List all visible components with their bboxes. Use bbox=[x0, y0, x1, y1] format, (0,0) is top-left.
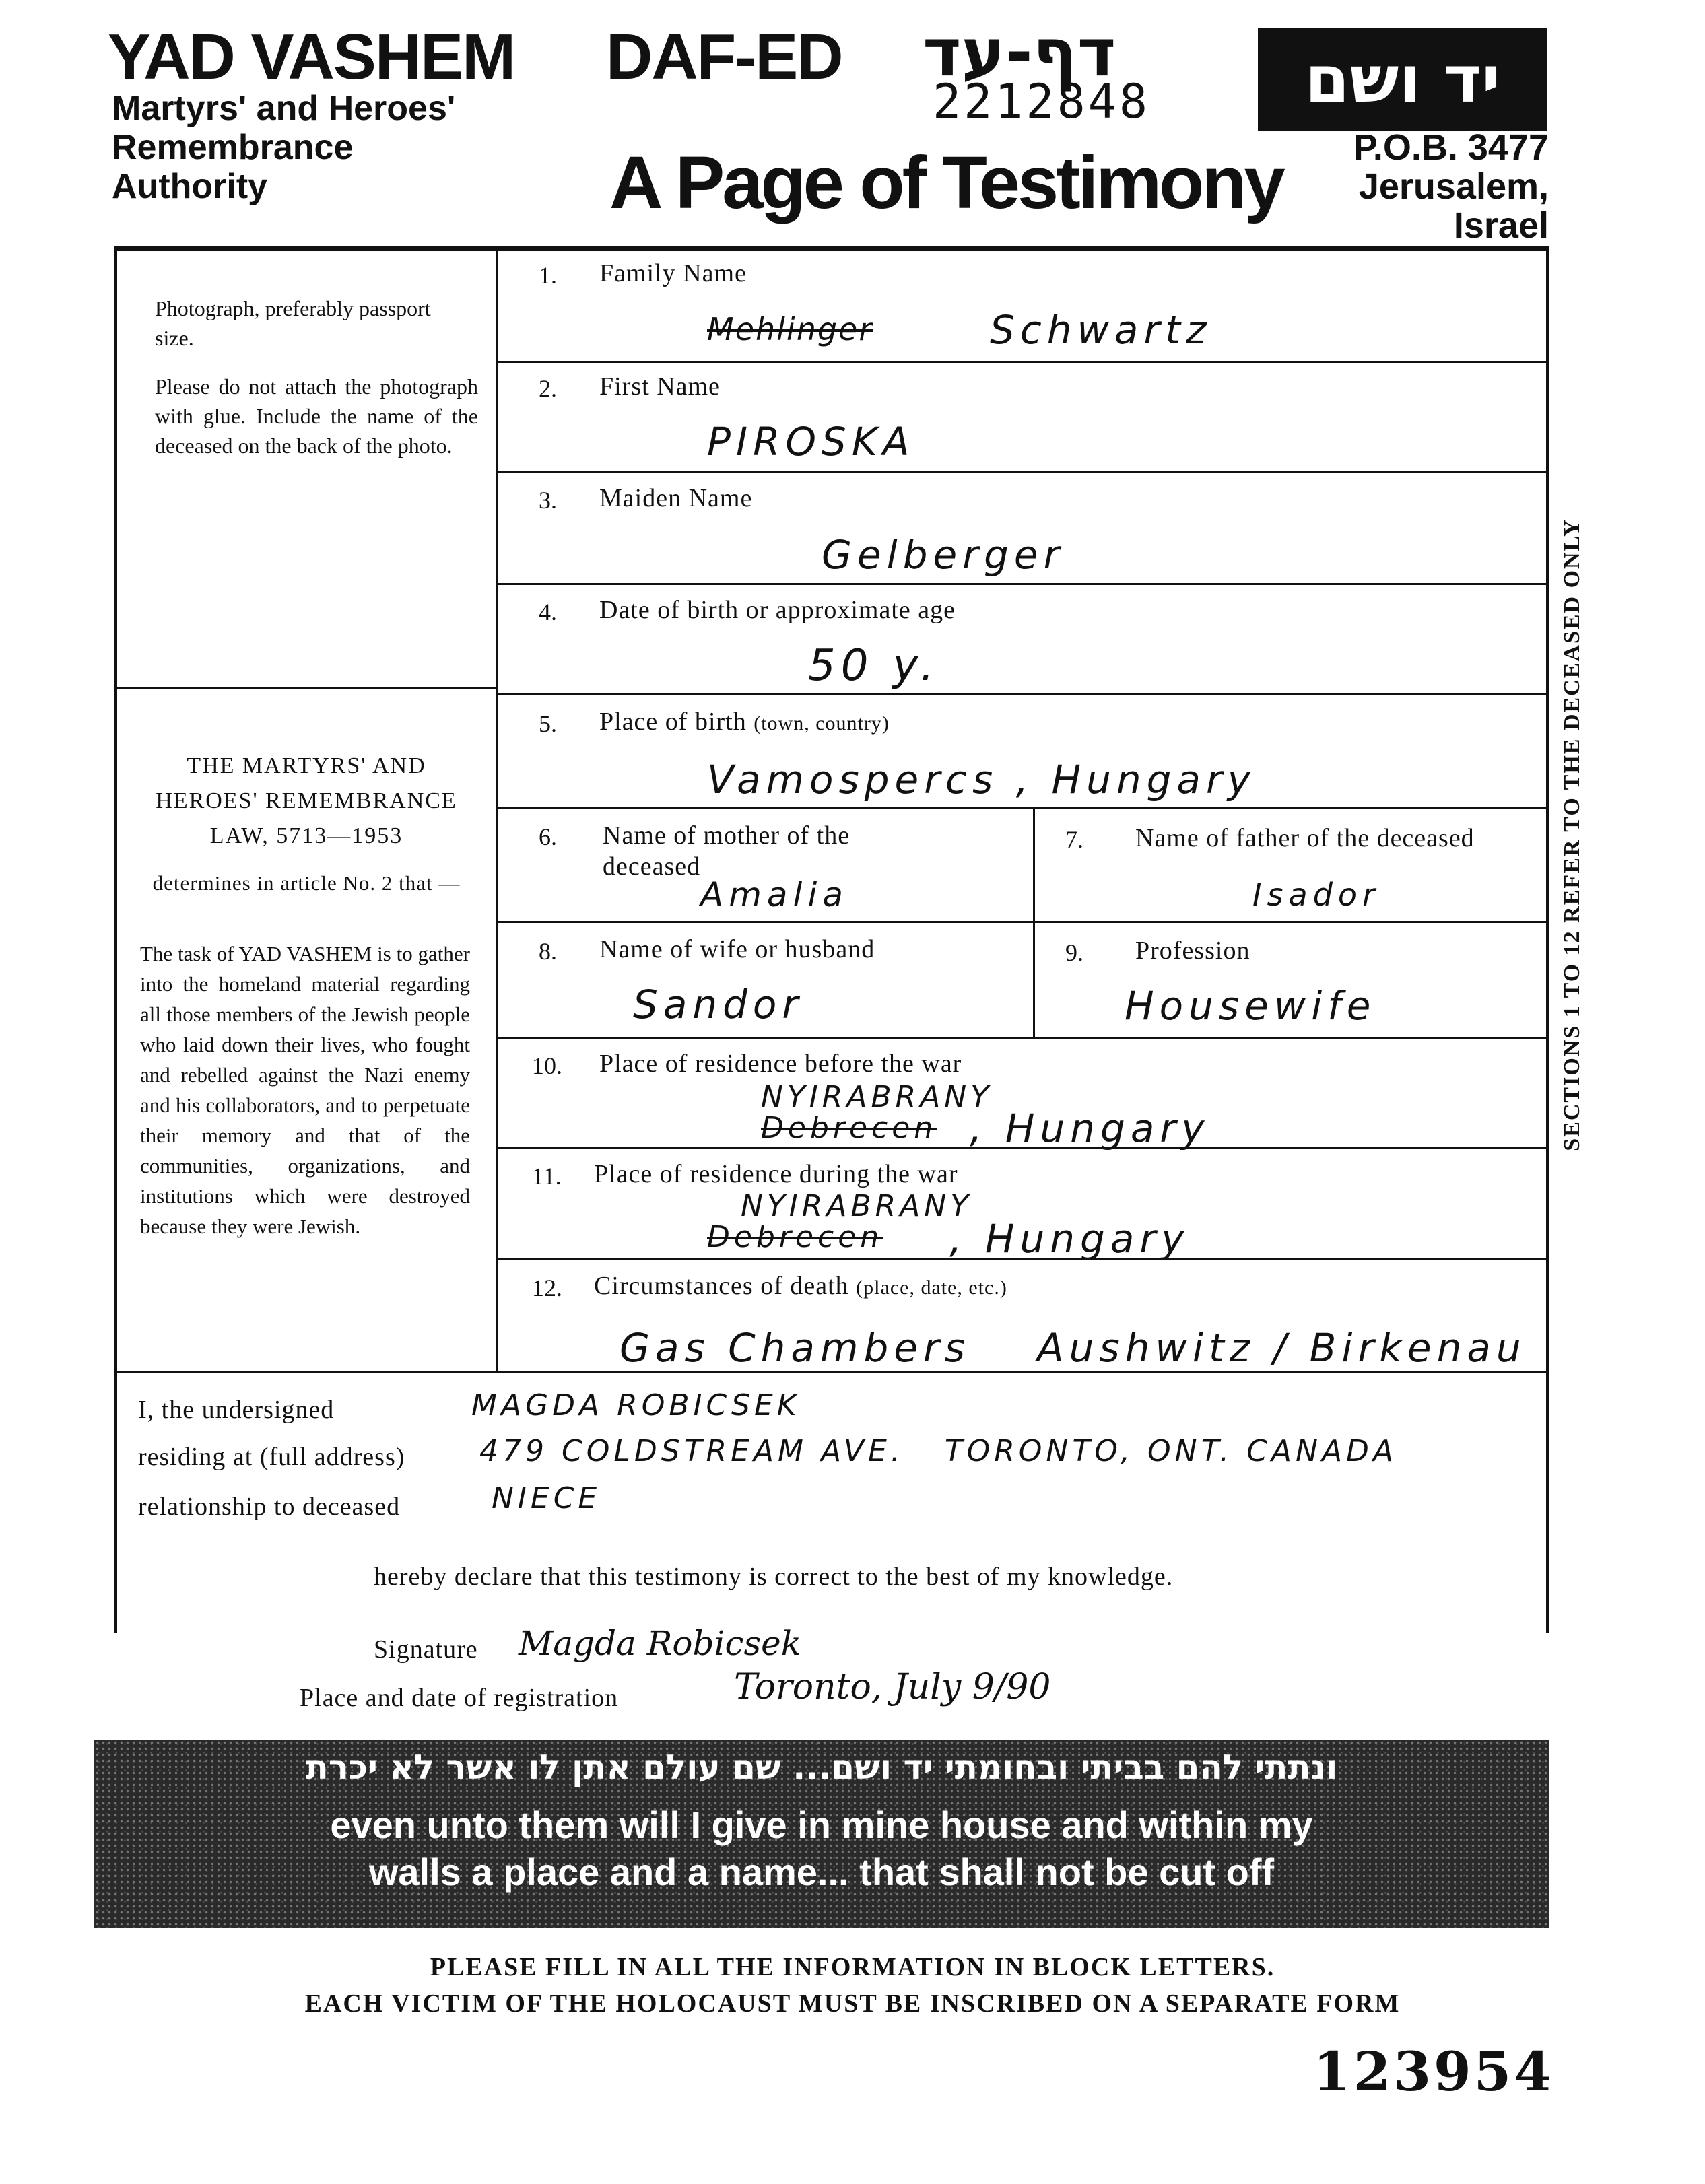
declaration-divider bbox=[114, 1371, 1549, 1373]
field-7-number: 7. bbox=[1065, 826, 1083, 853]
field-1-label: Family Name bbox=[599, 259, 747, 287]
law-title: THE MARTYRS' AND HEROES' REMEMBRANCE LAW, 5713—1953 bbox=[156, 753, 457, 848]
field-4-value: 50 y. bbox=[808, 641, 940, 691]
relationship-label: relationship to deceased bbox=[138, 1493, 401, 1521]
field-1-number: 1. bbox=[539, 262, 557, 289]
field-8-number: 8. bbox=[539, 938, 557, 965]
field-10-value: , Hungary bbox=[970, 1105, 1210, 1151]
field-1-value: Schwartz bbox=[990, 307, 1212, 353]
field-9-number: 9. bbox=[1065, 939, 1083, 966]
undersigned-value: MAGDA ROBICSEK bbox=[471, 1388, 801, 1423]
field-5-number: 5. bbox=[539, 710, 557, 737]
city: Jerusalem, Israel bbox=[1358, 166, 1549, 246]
verse-english-line-1: even unto them will I give in mine house and within my bbox=[330, 1804, 1313, 1846]
field-5-label bbox=[599, 707, 890, 737]
hebrew-title: דף-עד bbox=[923, 15, 1116, 92]
org-subtitle-line-2: Remembrance bbox=[112, 128, 354, 167]
field-12-value-1: Gas Chambers bbox=[620, 1325, 971, 1371]
field-12-number: 12. bbox=[532, 1274, 562, 1301]
verse-english bbox=[94, 1802, 1549, 1896]
field-11-number: 11. bbox=[532, 1163, 562, 1190]
photo-note-2: Please do not attach the photograph with glue. Include the name of the deceased on the back of the photo. bbox=[155, 374, 478, 458]
field-6-number: 6. bbox=[539, 823, 557, 850]
field-2-number: 2. bbox=[539, 375, 557, 402]
serial-number-top: 2212848 bbox=[933, 74, 1151, 129]
field-5-label-note: (town, country) bbox=[754, 712, 890, 735]
field-2-value: PIROSKA bbox=[707, 419, 915, 465]
verse-english-line-2: walls a place and a name... that shall not be cut off bbox=[368, 1851, 1275, 1893]
column-divider bbox=[496, 246, 498, 1371]
page-title: A Page of Testimony bbox=[609, 141, 1283, 224]
field-10-struck-value: Debrecen bbox=[761, 1111, 937, 1145]
field-4-label: Date of birth or approximate age bbox=[599, 596, 956, 624]
field-11-value: , Hungary bbox=[949, 1216, 1190, 1262]
daf-ed-title: DAF-ED bbox=[606, 21, 842, 93]
field-8-label: Name of wife or husband bbox=[599, 935, 875, 963]
postal-address bbox=[1259, 128, 1549, 245]
row-line bbox=[497, 471, 1549, 473]
field-9-label: Profession bbox=[1135, 936, 1250, 965]
place-date-value: Toronto, July 9/90 bbox=[734, 1667, 1051, 1707]
field-5-label-text: Place of birth bbox=[599, 708, 747, 736]
verse-banner bbox=[94, 1740, 1549, 1928]
left-panel-divider bbox=[114, 687, 497, 689]
field-12-value-2: Aushwitz / Birkenau bbox=[1037, 1325, 1527, 1371]
field-10-label: Place of residence before the war bbox=[599, 1050, 962, 1078]
field-11-label: Place of residence during the war bbox=[594, 1160, 958, 1188]
row-line bbox=[497, 693, 1549, 695]
field-12-label bbox=[594, 1271, 1007, 1301]
sections-note: SECTIONS 1 TO 12 REFER TO THE DECEASED ONLY bbox=[1560, 518, 1584, 1151]
row-line bbox=[497, 361, 1549, 363]
field-10-above-value: NYIRABRANY bbox=[761, 1080, 993, 1114]
footer-line-1: PLEASE FILL IN ALL THE INFORMATION IN BLOCK LETTERS. bbox=[430, 1953, 1275, 1981]
row-line bbox=[497, 1037, 1549, 1039]
field-12-label-text: Circumstances of death bbox=[594, 1272, 849, 1300]
field-7-label: Name of father of the deceased bbox=[1135, 824, 1475, 852]
field-2-label: First Name bbox=[599, 372, 721, 401]
field-11-above-value: NYIRABRANY bbox=[741, 1189, 973, 1223]
address-value: 479 COLDSTREAM AVE. TORONTO, ONT. CANADA bbox=[479, 1434, 1398, 1468]
field-4-number: 4. bbox=[539, 599, 557, 625]
serial-number-bottom: 123954 bbox=[1313, 2040, 1554, 2103]
org-subtitle bbox=[112, 89, 529, 206]
law-article: determines in article No. 2 that — bbox=[152, 871, 461, 895]
field-10-number: 10. bbox=[532, 1052, 562, 1079]
field-6-label: Name of mother of the deceased bbox=[603, 821, 850, 881]
verse-hebrew: ונתתי להם בביתי ובחומתי יד ושם... שם עולם אתן לו אשר לא יכרת bbox=[305, 1748, 1338, 1787]
field-6-value: Amalia bbox=[700, 875, 848, 914]
field-5-value: Vamospercs , Hungary bbox=[707, 757, 1257, 803]
pob: P.O.B. 3477 bbox=[1353, 127, 1549, 168]
field-9-value: Housewife bbox=[1125, 983, 1376, 1029]
photo-note-1: Photograph, preferably passport size. bbox=[155, 296, 431, 350]
field-11-struck-value: Debrecen bbox=[707, 1220, 883, 1254]
place-date-label: Place and date of registration bbox=[300, 1684, 619, 1712]
field-3-value: Gelberger bbox=[822, 532, 1065, 578]
declaration-statement: hereby declare that this testimony is correct to the best of my knowledge. bbox=[374, 1563, 1174, 1591]
field-7-value: Isador bbox=[1252, 877, 1380, 913]
yad-vashem-logo: יד ושם bbox=[1258, 28, 1547, 131]
row-line bbox=[497, 921, 1549, 923]
row-line bbox=[497, 807, 1549, 809]
row-line bbox=[497, 583, 1549, 585]
org-subtitle-line-3: Authority bbox=[112, 167, 268, 206]
field-3-label: Maiden Name bbox=[599, 484, 753, 512]
footer-line-2: EACH VICTIM OF THE HOLOCAUST MUST BE INSCRIBED ON A SEPARATE FORM bbox=[304, 1989, 1401, 2018]
law-text: The task of YAD VASHEM is to gather into the homeland material regarding all those members of the Jewish people who laid down their lives, who fought and rebelled against the Nazi enemy and his collaborators, and to perpetuate their memory and that of the communities, organizations, and institutions which were destroyed because they were Jewish. bbox=[140, 942, 470, 1238]
undersigned-label: I, the undersigned bbox=[138, 1396, 335, 1424]
signature-label: Signature bbox=[374, 1635, 478, 1664]
field-12-label-note: (place, date, etc.) bbox=[856, 1276, 1007, 1299]
relationship-value: NIECE bbox=[492, 1481, 601, 1515]
signature-value: Magda Robicsek bbox=[519, 1624, 802, 1663]
org-subtitle-line-1: Martyrs' and Heroes' bbox=[112, 89, 456, 128]
field-3-number: 3. bbox=[539, 487, 557, 514]
address-label: residing at (full address) bbox=[138, 1443, 405, 1471]
field-1-struck-value: Mehlinger bbox=[707, 311, 873, 347]
field-8-value: Sandor bbox=[633, 982, 804, 1027]
org-name: YAD VASHEM bbox=[108, 21, 515, 93]
